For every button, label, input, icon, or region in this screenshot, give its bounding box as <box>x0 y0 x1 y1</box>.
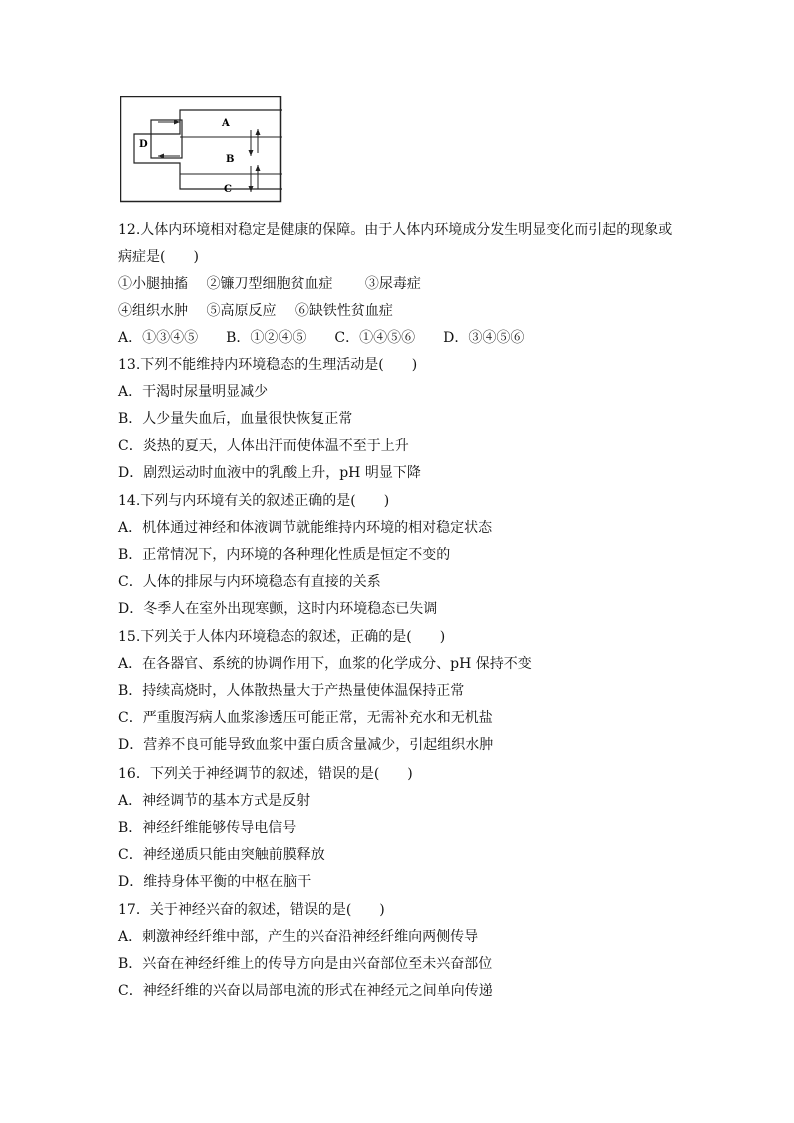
label-d: D <box>139 139 148 150</box>
q12-options: A．①③④⑤ B．①②④⑤ C．①④⑤⑥ D．③④⑤⑥ <box>118 330 525 346</box>
arrow-a-b-down-head <box>249 150 254 156</box>
arrow-c-b-up-head <box>256 165 261 171</box>
label-c: C <box>224 184 232 195</box>
q14-option-d: D．冬季人在室外出现寒颤，这时内环境稳态已失调 <box>118 601 438 617</box>
body-fluid-diagram <box>120 96 282 203</box>
q13-option-c: C．炎热的夏天，人体出汗而使体温不至于上升 <box>118 438 409 454</box>
q12-items-row2: ④组织水肿 ⑤高原反应 ⑥缺铁性贫血症 <box>118 303 393 319</box>
q14-option-c: C．人体的排尿与内环境稳态有直接的关系 <box>118 574 381 590</box>
q13-option-b: B．人少量失血后，血量很快恢复正常 <box>118 411 353 427</box>
q15-option-d: D．营养不良可能导致血浆中蛋白质含量减少，引起组织水肿 <box>118 737 494 753</box>
q15-stem: 15.下列关于人体内环境稳态的叙述，正确的是( ) <box>118 629 446 645</box>
q16-option-c: C．神经递质只能由突触前膜释放 <box>118 847 325 863</box>
q17-option-b: B．兴奋在神经纤维上的传导方向是由兴奋部位至未兴奋部位 <box>118 956 493 972</box>
q14-option-b: B．正常情况下，内环境的各种理化性质是恒定不变的 <box>118 547 451 563</box>
q17-option-c: C．神经纤维的兴奋以局部电流的形式在神经元之间单向传递 <box>118 983 493 999</box>
q13-option-d: D．剧烈运动时血液中的乳酸上升，pH 明显下降 <box>118 465 421 481</box>
q14-option-a: A．机体通过神经和体液调节就能维持内环境的相对稳定状态 <box>118 520 493 536</box>
q17-stem: 17．关于神经兴奋的叙述，错误的是( ) <box>118 902 385 918</box>
q13-option-a: A．干渴时尿量明显减少 <box>118 384 269 400</box>
arrow-b-a-up-head <box>256 129 261 135</box>
q16-stem: 16．下列关于神经调节的叙述，错误的是( ) <box>118 766 413 782</box>
label-a: A <box>222 118 230 129</box>
q16-option-d: D．维持身体平衡的中枢在脑干 <box>118 874 312 890</box>
q14-stem: 14.下列与内环境有关的叙述正确的是( ) <box>118 493 390 509</box>
q15-option-c: C．严重腹泻病人血浆渗透压可能正常，无需补充水和无机盐 <box>118 710 493 726</box>
q15-option-a: A．在各器官、系统的协调作用下，血浆的化学成分、pH 保持不变 <box>118 656 532 672</box>
q15-option-b: B．持续高烧时，人体散热量大于产热量使体温保持正常 <box>118 683 465 699</box>
q17-option-a: A．刺激神经纤维中部，产生的兴奋沿神经纤维向两侧传导 <box>118 929 479 945</box>
q16-option-b: B．神经纤维能够传导电信号 <box>118 820 297 836</box>
q16-option-a: A．神经调节的基本方式是反射 <box>118 793 311 809</box>
q12-stem-line2: 病症是( ) <box>118 249 199 265</box>
q12-stem-line1: 12.人体内环境相对稳定是健康的保障。由于人体内环境成分发生明显变化而引起的现象或 <box>118 222 673 238</box>
inner-outline <box>134 110 282 189</box>
label-b: B <box>226 154 235 165</box>
q12-items-row1: ①小腿抽搐 ②镰刀型细胞贫血症 ③尿毒症 <box>118 276 421 292</box>
d-box <box>151 120 182 158</box>
q13-stem: 13.下列不能维持内环境稳态的生理活动是( ) <box>118 357 418 373</box>
